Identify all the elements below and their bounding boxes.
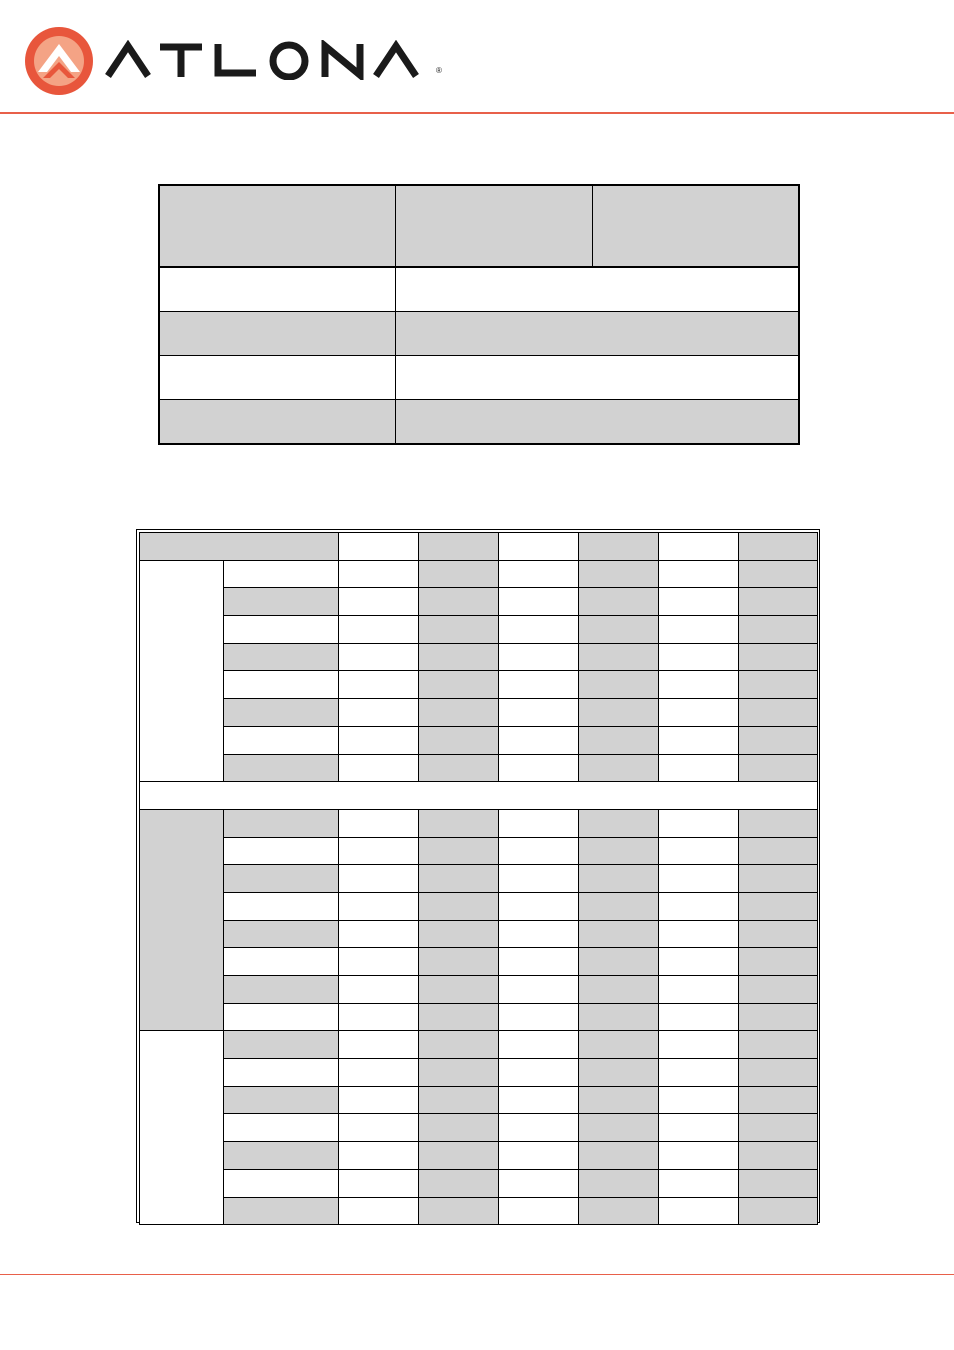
grid-row (140, 1031, 818, 1059)
spec-label-cell (159, 267, 395, 311)
grid-value-cell (659, 892, 739, 920)
grid-value-cell (339, 1114, 419, 1142)
grid-value-cell (659, 1003, 739, 1031)
grid-header-cell (739, 533, 818, 561)
grid-value-cell (659, 1142, 739, 1170)
grid-value-cell (339, 1169, 419, 1197)
grid-value-cell (499, 809, 579, 837)
grid-value-cell (579, 920, 659, 948)
grid-value-cell (419, 809, 499, 837)
grid-row (140, 920, 818, 948)
grid-value-cell (739, 920, 818, 948)
grid-row (140, 560, 818, 588)
grid-value-cell (659, 837, 739, 865)
grid-separator-row (140, 782, 818, 810)
grid-value-cell (579, 976, 659, 1004)
footer-divider (0, 1274, 954, 1275)
grid-value-cell (739, 616, 818, 644)
grid-header-cell (659, 533, 739, 561)
grid-row (140, 1114, 818, 1142)
grid-value-cell (579, 948, 659, 976)
grid-row (140, 809, 818, 837)
grid-value-cell (739, 809, 818, 837)
grid-row-label-cell (224, 976, 339, 1004)
grid-separator-cell (140, 782, 818, 810)
grid-value-cell (579, 1169, 659, 1197)
grid-value-cell (339, 809, 419, 837)
grid-value-cell (339, 671, 419, 699)
grid-value-cell (739, 976, 818, 1004)
grid-row-label-cell (224, 948, 339, 976)
grid-row (140, 976, 818, 1004)
grid-value-cell (739, 699, 818, 727)
grid-row (140, 754, 818, 782)
grid-value-cell (419, 560, 499, 588)
spec-row (159, 356, 799, 400)
spec-label-cell (159, 400, 395, 444)
grid-value-cell (419, 643, 499, 671)
grid-value-cell (739, 643, 818, 671)
grid-value-cell (339, 865, 419, 893)
grid-value-cell (579, 616, 659, 644)
grid-row (140, 699, 818, 727)
grid-value-cell (339, 1197, 419, 1225)
grid-value-cell (739, 588, 818, 616)
grid-row-label-cell (224, 1031, 339, 1059)
registered-mark: ® (436, 66, 442, 75)
grid-value-cell (739, 892, 818, 920)
grid-value-cell (419, 865, 499, 893)
grid-value-cell (499, 1031, 579, 1059)
grid-value-cell (419, 976, 499, 1004)
compatibility-table-frame (136, 529, 820, 1223)
spec-value-cell (395, 356, 799, 400)
grid-value-cell (579, 1059, 659, 1087)
grid-value-cell (579, 1197, 659, 1225)
grid-value-cell (739, 1197, 818, 1225)
grid-value-cell (339, 837, 419, 865)
grid-value-cell (579, 671, 659, 699)
grid-value-cell (339, 920, 419, 948)
grid-value-cell (739, 754, 818, 782)
grid-row-label-cell (224, 865, 339, 893)
grid-value-cell (499, 1169, 579, 1197)
grid-value-cell (659, 726, 739, 754)
grid-value-cell (339, 754, 419, 782)
grid-row-label-cell (224, 616, 339, 644)
grid-header-cell (579, 533, 659, 561)
header-divider (0, 112, 954, 114)
grid-value-cell (419, 1114, 499, 1142)
grid-value-cell (739, 1059, 818, 1087)
grid-value-cell (579, 1086, 659, 1114)
grid-row (140, 1197, 818, 1225)
grid-row-label-cell (224, 671, 339, 699)
grid-header-cell (339, 533, 419, 561)
grid-value-cell (339, 976, 419, 1004)
grid-value-cell (339, 560, 419, 588)
grid-value-cell (579, 588, 659, 616)
grid-value-cell (499, 976, 579, 1004)
grid-row (140, 837, 818, 865)
grid-value-cell (499, 1114, 579, 1142)
grid-value-cell (499, 1059, 579, 1087)
grid-value-cell (419, 1197, 499, 1225)
grid-value-cell (499, 726, 579, 754)
grid-value-cell (579, 643, 659, 671)
grid-value-cell (739, 560, 818, 588)
grid-value-cell (579, 1003, 659, 1031)
grid-value-cell (739, 726, 818, 754)
grid-value-cell (499, 699, 579, 727)
spec-row (159, 267, 799, 311)
grid-value-cell (499, 865, 579, 893)
grid-value-cell (579, 892, 659, 920)
grid-value-cell (659, 699, 739, 727)
grid-value-cell (659, 809, 739, 837)
grid-value-cell (339, 643, 419, 671)
grid-value-cell (659, 1169, 739, 1197)
grid-value-cell (659, 754, 739, 782)
grid-value-cell (659, 616, 739, 644)
grid-value-cell (419, 754, 499, 782)
grid-value-cell (419, 837, 499, 865)
grid-row-label-cell (224, 1142, 339, 1170)
grid-group-cell (140, 809, 224, 1031)
grid-value-cell (659, 1086, 739, 1114)
grid-value-cell (739, 1031, 818, 1059)
grid-value-cell (339, 892, 419, 920)
grid-value-cell (499, 754, 579, 782)
grid-group-cell (140, 1031, 224, 1225)
grid-value-cell (579, 699, 659, 727)
spec-value-cell (395, 311, 799, 355)
grid-row (140, 1086, 818, 1114)
grid-value-cell (419, 1086, 499, 1114)
grid-value-cell (739, 1114, 818, 1142)
grid-row (140, 1059, 818, 1087)
grid-value-cell (499, 616, 579, 644)
grid-value-cell (499, 588, 579, 616)
spec-label-cell (159, 356, 395, 400)
spec-header-cell (395, 185, 592, 267)
spec-label-cell (159, 311, 395, 355)
grid-value-cell (659, 865, 739, 893)
grid-header-cell (419, 533, 499, 561)
grid-row-label-cell (224, 643, 339, 671)
grid-value-cell (419, 1031, 499, 1059)
grid-value-cell (659, 920, 739, 948)
compatibility-table (139, 532, 818, 1225)
grid-value-cell (659, 1031, 739, 1059)
grid-value-cell (339, 588, 419, 616)
grid-value-cell (499, 1197, 579, 1225)
spec-table (158, 184, 800, 445)
grid-row (140, 588, 818, 616)
grid-value-cell (339, 1086, 419, 1114)
grid-value-cell (739, 1086, 818, 1114)
spec-row (159, 400, 799, 444)
grid-row-label-cell (224, 726, 339, 754)
grid-value-cell (499, 560, 579, 588)
grid-row-label-cell (224, 1114, 339, 1142)
grid-value-cell (579, 1031, 659, 1059)
atlona-logo-icon (24, 26, 94, 96)
spec-value-cell (395, 400, 799, 444)
grid-value-cell (419, 892, 499, 920)
grid-row-label-cell (224, 1169, 339, 1197)
grid-value-cell (659, 560, 739, 588)
grid-value-cell (659, 1197, 739, 1225)
grid-value-cell (419, 1142, 499, 1170)
grid-value-cell (739, 1142, 818, 1170)
grid-value-cell (739, 837, 818, 865)
grid-value-cell (739, 865, 818, 893)
grid-row-label-cell (224, 699, 339, 727)
grid-value-cell (659, 588, 739, 616)
grid-row (140, 616, 818, 644)
grid-value-cell (659, 1114, 739, 1142)
grid-row (140, 892, 818, 920)
grid-value-cell (499, 837, 579, 865)
grid-row-label-cell (224, 809, 339, 837)
grid-value-cell (339, 1059, 419, 1087)
grid-row-label-cell (224, 588, 339, 616)
grid-value-cell (659, 1059, 739, 1087)
grid-row-label-cell (224, 892, 339, 920)
grid-value-cell (579, 837, 659, 865)
grid-value-cell (499, 1003, 579, 1031)
page-header (0, 0, 954, 114)
grid-value-cell (499, 643, 579, 671)
grid-value-cell (499, 892, 579, 920)
grid-value-cell (739, 948, 818, 976)
grid-row-label-cell (224, 560, 339, 588)
grid-row-label-cell (224, 920, 339, 948)
grid-value-cell (579, 1114, 659, 1142)
grid-value-cell (419, 726, 499, 754)
grid-group-cell (140, 560, 224, 782)
spec-row (159, 311, 799, 355)
grid-value-cell (579, 726, 659, 754)
grid-value-cell (419, 588, 499, 616)
spec-value-cell (395, 267, 799, 311)
grid-row (140, 671, 818, 699)
grid-value-cell (339, 948, 419, 976)
grid-row-label-cell (224, 1197, 339, 1225)
grid-row-label-cell (224, 1003, 339, 1031)
grid-value-cell (499, 948, 579, 976)
grid-row-label-cell (224, 1059, 339, 1087)
grid-header-row (140, 533, 818, 561)
grid-value-cell (339, 699, 419, 727)
grid-row (140, 643, 818, 671)
grid-value-cell (659, 643, 739, 671)
grid-header-label-cell (140, 533, 339, 561)
grid-value-cell (339, 726, 419, 754)
grid-value-cell (499, 1086, 579, 1114)
grid-row (140, 1142, 818, 1170)
grid-value-cell (739, 1003, 818, 1031)
grid-value-cell (499, 1142, 579, 1170)
grid-value-cell (419, 1003, 499, 1031)
grid-row (140, 1169, 818, 1197)
grid-row (140, 865, 818, 893)
grid-value-cell (339, 1003, 419, 1031)
grid-value-cell (579, 809, 659, 837)
grid-value-cell (659, 671, 739, 699)
grid-row-label-cell (224, 837, 339, 865)
grid-row-label-cell (224, 1086, 339, 1114)
spec-header-cell (159, 185, 395, 267)
grid-row (140, 726, 818, 754)
grid-value-cell (339, 616, 419, 644)
grid-value-cell (579, 560, 659, 588)
grid-value-cell (579, 754, 659, 782)
grid-value-cell (499, 920, 579, 948)
grid-row (140, 948, 818, 976)
grid-value-cell (739, 671, 818, 699)
grid-value-cell (499, 671, 579, 699)
atlona-wordmark-logo (104, 40, 440, 80)
grid-value-cell (419, 948, 499, 976)
grid-value-cell (659, 976, 739, 1004)
grid-row (140, 1003, 818, 1031)
grid-value-cell (739, 1169, 818, 1197)
grid-value-cell (579, 1142, 659, 1170)
grid-value-cell (659, 948, 739, 976)
grid-header-cell (499, 533, 579, 561)
grid-value-cell (339, 1031, 419, 1059)
grid-row-label-cell (224, 754, 339, 782)
grid-value-cell (419, 616, 499, 644)
grid-value-cell (419, 1169, 499, 1197)
spec-header-cell (592, 185, 799, 267)
grid-value-cell (419, 699, 499, 727)
grid-value-cell (419, 671, 499, 699)
grid-value-cell (419, 1059, 499, 1087)
grid-value-cell (579, 865, 659, 893)
grid-value-cell (419, 920, 499, 948)
spec-header-row (159, 185, 799, 267)
grid-value-cell (339, 1142, 419, 1170)
